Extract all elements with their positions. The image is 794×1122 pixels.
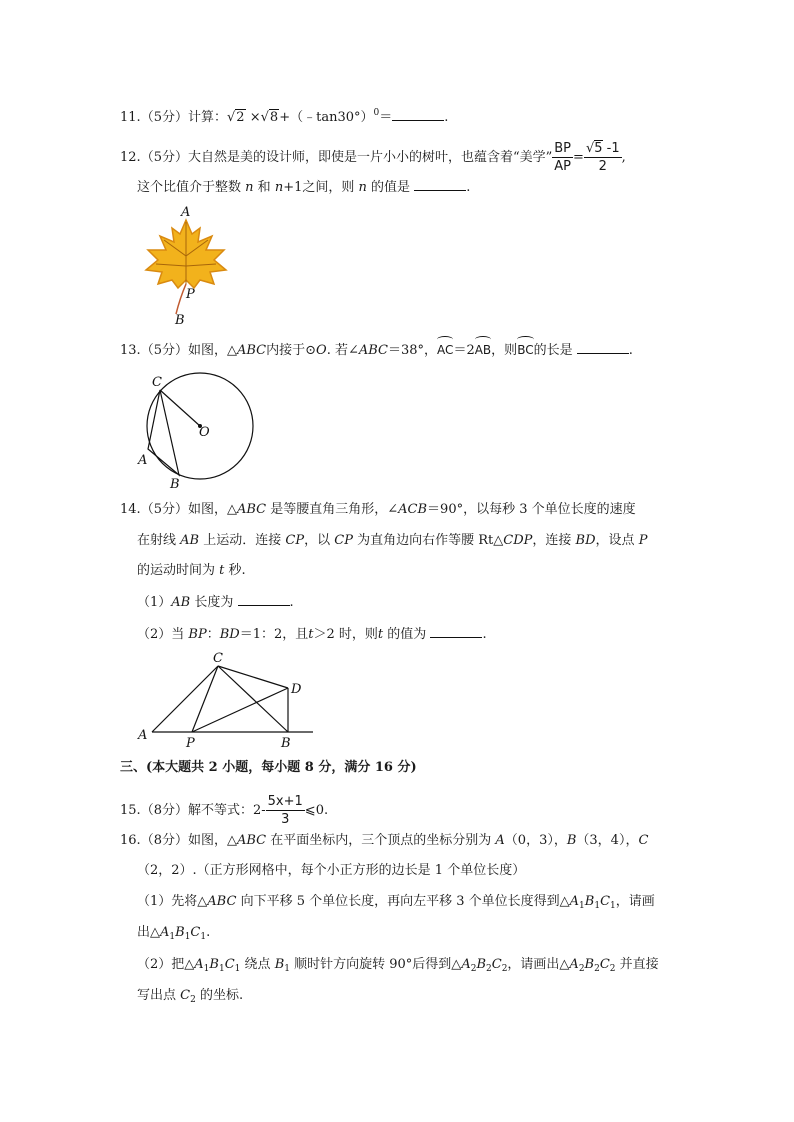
question-13: 13.（5分）如图，△ABC内接于⊙O. 若∠ABC＝38°，AC＝2AB，则BC的长是 .: [120, 340, 633, 361]
q11-plus: +（: [279, 110, 304, 125]
q15-fraction: $\frac{5x+1}{3}$: [267, 794, 303, 827]
question-12-line1: [120, 140, 626, 175]
section-3-heading: 三、(本大题共 2 小题，每小题 8 分，满分 16 分): [120, 760, 417, 775]
q13-points: （5分）: [140, 343, 188, 358]
q13-arc-bc: BC: [517, 340, 533, 360]
question-14-line3: 的运动时间为 t 秒.: [137, 563, 246, 578]
q15-two-minus: 2-: [252, 803, 266, 818]
q15-number: 15.: [120, 803, 141, 818]
question-14-part2: （2）当 BP：BD＝1：2，且t＞2 时，则t 的值为 .: [137, 624, 487, 645]
q13-label-c: C: [152, 375, 162, 390]
q13-arc-ab: AB: [475, 340, 491, 360]
q16-points: （8分）: [140, 833, 188, 848]
q13-label-o: O: [199, 425, 210, 440]
question-16-part1-line2: 出$\triangle A_1B_1C_1$.: [137, 925, 211, 942]
q14-segment-cd: [218, 666, 288, 688]
question-15: 15.（8分）解不等式：2- $\frac{5x+1}{3}$ ⩽0.: [120, 794, 329, 827]
question-16-line2: （2，2）.（正方形网格中，每个小正方形的边长是 1 个单位长度）: [137, 863, 526, 878]
q15-points: （8分）: [140, 803, 188, 818]
q11-end: .: [444, 110, 449, 125]
q13-radius-co: [160, 390, 200, 426]
q11-close: ）: [360, 110, 374, 125]
q14-points: （5分）: [140, 502, 188, 517]
question-11: [120, 103, 448, 128]
q11-number: 11.: [120, 110, 141, 125]
q12-fraction-bp-ap: $\frac{BP}{AP}$: [554, 141, 572, 174]
q11-lead: 计算：: [187, 110, 227, 125]
q11-sqrt-8: √8: [260, 110, 279, 125]
q14-part2-answer-blank[interactable]: [430, 624, 482, 638]
q13-label-b: B: [170, 477, 180, 490]
q14-side-cb: [218, 666, 288, 732]
q13-circle-figure: [136, 370, 256, 490]
q13-number: 13.: [120, 343, 141, 358]
question-12-line2: 这个比值介于整数 n 和 n+1之间，则 n 的值是 .: [137, 177, 470, 198]
q14-number: 14.: [120, 502, 141, 517]
q15-relation: ⩽0: [304, 803, 324, 818]
q14-part1-answer-blank[interactable]: [238, 592, 290, 606]
q12-answer-blank[interactable]: [414, 177, 466, 191]
q12-comma: ,: [621, 150, 626, 165]
q14-label-a: A: [138, 728, 148, 743]
q14-label-d: D: [291, 682, 302, 697]
q13-answer-blank[interactable]: [577, 340, 629, 354]
q14-label-p: P: [186, 736, 195, 750]
q14-label-c: C: [213, 651, 223, 666]
q11-points: （5分）: [140, 110, 188, 125]
q11-sqrt-2: √2: [226, 110, 245, 125]
q11-answer-blank[interactable]: [392, 107, 444, 121]
question-14-line2: 在射线 AB 上运动．连接 CP，以 CP 为直角边向右作等腰 Rt△CDP，连接 BD，设点 P: [137, 533, 648, 548]
q13-label-a: A: [138, 453, 148, 468]
question-14-line1: 14.（5分）如图，△ABC 是等腰直角三角形，∠ACB＝90°，以每秒 3 个单位长度的速度: [120, 502, 636, 517]
question-16-part2-line2: 写出点 $C_2$ 的坐标.: [137, 988, 244, 1005]
q12-fraction-golden: $\frac{√5 -1}{2}$: [585, 141, 620, 174]
q12-lead: 大自然是美的设计师，即使是一片小小的树叶，也蕴含着“美学”: [187, 150, 553, 165]
q16-number: 16.: [120, 833, 141, 848]
q12-label-p: P: [186, 287, 195, 302]
question-16-line1: 16.（8分）如图，△ABC 在平面坐标内，三个顶点的坐标分别为 A（0，3），B（3，4），C: [120, 833, 649, 848]
question-14-part1: （1）AB 长度为 .: [137, 592, 294, 613]
q12-equals: =: [573, 150, 584, 165]
question-16-part1-line1: （1）先将△ABC 向下平移 5 个单位长度，再向左平移 3 个单位长度得到$\triangle A_1B_1C_1$，请画: [137, 894, 655, 911]
q14-label-b: B: [281, 736, 291, 750]
q11-equals: ＝: [379, 110, 393, 125]
q11-exponent: 0: [373, 108, 380, 118]
q11-tan: ﹣tan30°: [303, 110, 361, 125]
q11-times: ×: [249, 110, 261, 125]
q12-leaf-figure: [140, 200, 232, 328]
question-16-part2-line1: （2）把$\triangle A_1B_1C_1$ 绕点 $B_1$ 顺时针方向旋转 90°后得到$\triangle A_2B_2C_2$，请画出$\triangle A_2B_2C_2$ 并直接: [137, 957, 659, 974]
q12-points: （5分）: [140, 150, 188, 165]
q14-triangle-figure: [135, 650, 320, 750]
q12-label-b: B: [175, 313, 185, 328]
q14-side-ac: [152, 666, 218, 732]
q12-number: 12.: [120, 150, 141, 165]
q12-label-a: A: [181, 205, 191, 220]
q13-arc-ac: AC: [437, 340, 453, 360]
